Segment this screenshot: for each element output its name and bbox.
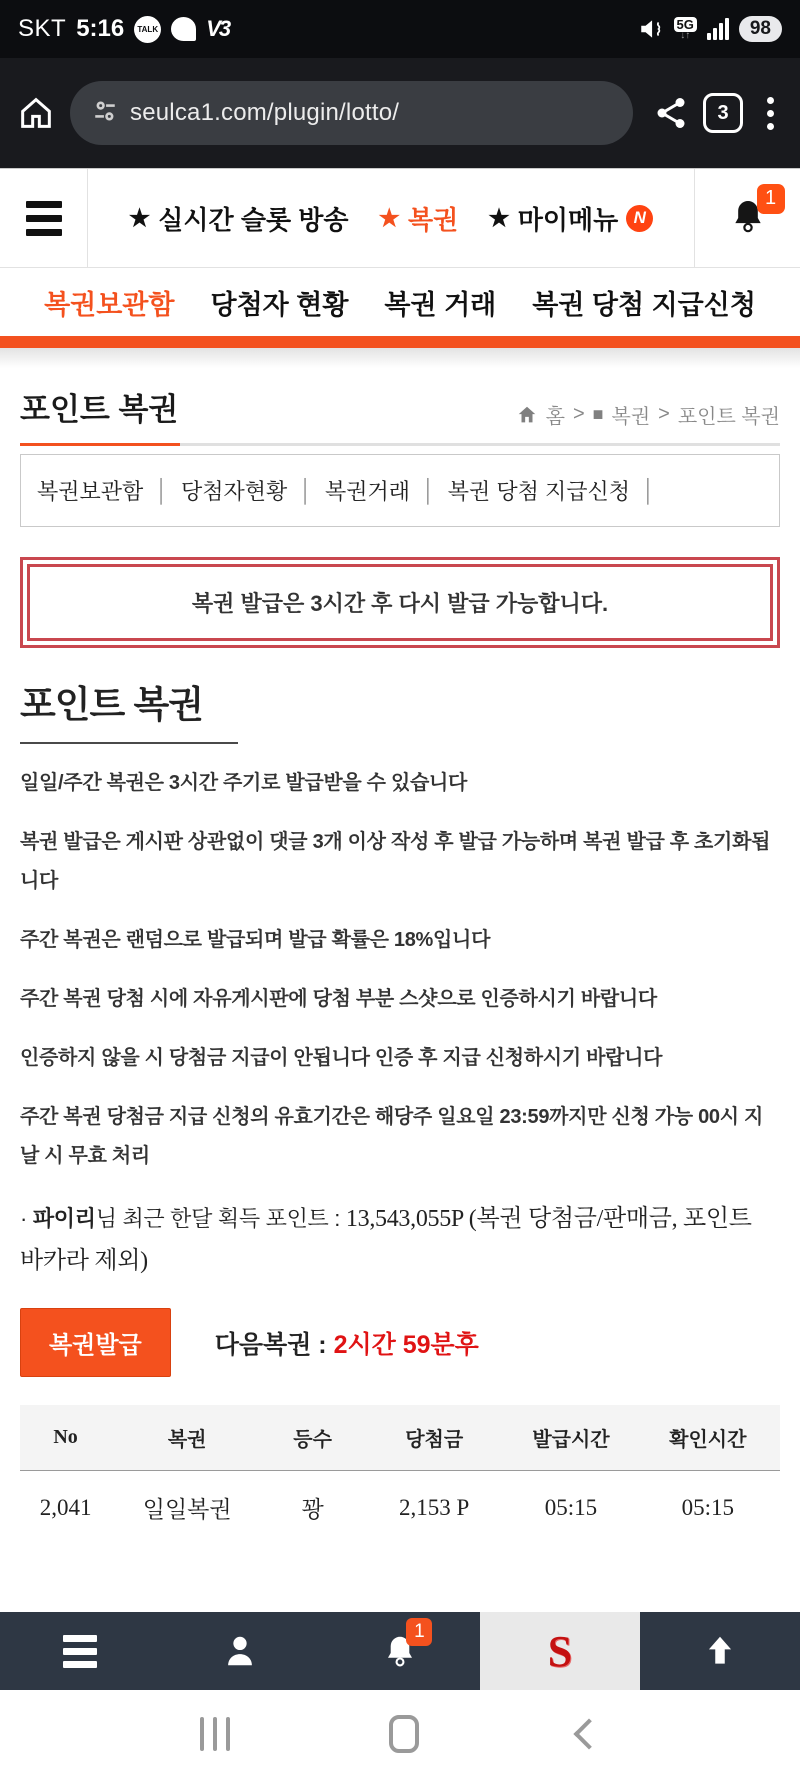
home-icon: [516, 404, 538, 426]
person-icon: [221, 1632, 259, 1670]
menu-item-live-slot[interactable]: [129, 200, 349, 237]
breadcrumb-separator: >: [572, 403, 585, 425]
status-time: 5:16: [76, 15, 125, 42]
menu-item-label: 마이메뉴: [517, 204, 619, 235]
menu-item-label: 실시간 슬롯 방송: [158, 204, 349, 235]
breadcrumb-section[interactable]: 복권: [611, 406, 651, 428]
member-points-label: 님 최근 한달 획득 포인트 :: [95, 1206, 346, 1231]
hamburger-icon: [63, 1635, 97, 1668]
site-security-icon: [92, 98, 118, 129]
share-button[interactable]: [653, 95, 689, 131]
cell-rank: 꽝: [301, 1496, 324, 1522]
table-row: [20, 1471, 780, 1545]
subnav-separator: │: [299, 477, 314, 503]
browser-menu-button[interactable]: [757, 93, 784, 134]
carrier-label: SKT: [18, 15, 67, 42]
tab-switcher-button[interactable]: 3: [703, 93, 743, 133]
subnav-lottery-box[interactable]: 복권보관함: [37, 479, 144, 504]
android-home-button[interactable]: [389, 1715, 419, 1753]
battery-indicator: 98: [739, 16, 782, 42]
subnav-lottery-trade[interactable]: 복권거래: [325, 479, 411, 504]
network-5g-icon: 5G ↓↑: [674, 17, 697, 41]
page-title: 포인트 복권: [20, 392, 179, 427]
cooldown-alert: [20, 557, 780, 648]
cell-lottery: 일일복권: [142, 1496, 232, 1522]
breadcrumb-current: 포인트 복권: [677, 406, 780, 428]
section-title: 포인트 복권: [20, 684, 203, 725]
cell-prize: 2,153 P: [399, 1494, 470, 1520]
col-issued-time: 발급시간: [506, 1405, 635, 1471]
breadcrumb: [516, 400, 780, 429]
status-bar-left: [18, 15, 229, 43]
table-header-row: [20, 1405, 780, 1471]
bottom-notifications-button[interactable]: [320, 1612, 480, 1690]
breadcrumb-separator: >: [658, 403, 670, 425]
col-no: No: [20, 1405, 111, 1471]
cell-checked-time: 05:15: [681, 1494, 734, 1520]
subnav-box: [20, 454, 780, 527]
main-content: [0, 368, 800, 1612]
subnav-separator: │: [642, 477, 656, 503]
bottom-menu-button[interactable]: [0, 1612, 160, 1690]
lottery-rules: [20, 764, 780, 1176]
android-nav-bar: [0, 1690, 800, 1778]
kakaotalk-notification-icon: TALK: [134, 16, 161, 43]
section-title-underline: [20, 742, 238, 744]
rule-paragraph: 주간 복권은 랜덤으로 발급되며 발급 확률은 18%입니다: [20, 929, 491, 951]
col-rank: 등수: [263, 1405, 362, 1471]
site-menu-button[interactable]: [0, 169, 88, 267]
site-header: [0, 168, 800, 268]
star-icon: ★: [378, 204, 401, 232]
site-logo: S: [547, 1626, 573, 1676]
member-points-value: 13,543,055P (복권 당첨금/판매금, 포인트 바카라 제외): [20, 1206, 752, 1274]
signal-strength-icon: [707, 18, 729, 40]
lotto-tab-bar: [0, 268, 800, 336]
rule-paragraph: 인증하지 않을 시 당첨금 지급이 안됩니다 인증 후 지급 신청하시기 바랍니다: [20, 1047, 663, 1069]
member-name: 파이리: [32, 1206, 96, 1231]
status-bar-right: [638, 16, 782, 42]
browser-toolbar: [0, 58, 800, 168]
cell-no: 2,041: [39, 1494, 92, 1520]
notification-count-badge: 1: [406, 1618, 432, 1646]
countdown-value: 2시간 59분후: [333, 1330, 479, 1359]
lottery-history-table: [20, 1405, 780, 1544]
page-title-row: [20, 384, 780, 429]
cooldown-alert-message: 복권 발급은 3시간 후 다시 발급 가능합니다.: [27, 564, 773, 641]
col-lottery: 복권: [111, 1405, 263, 1471]
mute-icon: [638, 16, 664, 42]
notification-count-badge: 1: [757, 184, 785, 214]
next-lottery-label: 다음복권 :: [214, 1330, 334, 1359]
subnav-payout-request[interactable]: 복권 당첨 지급신청: [447, 479, 631, 504]
menu-item-my-menu[interactable]: [488, 200, 653, 237]
title-divider: [20, 443, 780, 446]
tab-lottery-trade[interactable]: 복권 거래: [384, 289, 497, 320]
subnav-winners-status[interactable]: 당첨자현황: [181, 479, 288, 504]
cell-issued-time: 05:15: [544, 1494, 598, 1520]
header-menu: [88, 169, 694, 267]
rule-paragraph: 복권 발급은 게시판 상관없이 댓글 3개 이상 작성 후 발급 가능하며 복권 발급 후 초기화됩니다: [20, 831, 771, 892]
rule-paragraph: 주간 복권 당첨 시에 자유게시판에 당첨 부분 스샷으로 인증하시기 바랍니다: [20, 988, 657, 1010]
member-points-note: [20, 1198, 780, 1282]
star-icon: ★: [488, 204, 510, 232]
browser-home-button[interactable]: [16, 93, 56, 133]
col-prize: 당첨금: [362, 1405, 506, 1471]
subnav-separator: │: [422, 477, 436, 503]
address-bar[interactable]: [70, 81, 633, 145]
header-shadow-gap: [0, 348, 800, 368]
tab-payout-request[interactable]: 복권 당첨 지급신청: [532, 289, 756, 320]
breadcrumb-home[interactable]: 홈: [545, 406, 565, 428]
tab-winners-status[interactable]: 당첨자 현황: [210, 289, 349, 320]
accent-divider-bar: [0, 336, 800, 348]
square-icon: ■: [592, 404, 604, 424]
status-bar: [0, 0, 800, 58]
scroll-to-top-button[interactable]: [640, 1612, 800, 1690]
v3-antivirus-notification-icon: V3: [206, 16, 230, 41]
url-text: seulca1.com/plugin/lotto/: [130, 99, 400, 126]
col-checked-time: 확인시간: [636, 1405, 780, 1471]
chat-bubble-notification-icon: [171, 17, 196, 41]
rule-paragraph: 일일/주간 복권은 3시간 주기로 발급받을 수 있습니다: [20, 772, 468, 794]
bottom-site-logo-button[interactable]: [480, 1612, 640, 1690]
bullet: ·: [20, 1206, 33, 1231]
next-lottery-countdown: [215, 1325, 479, 1361]
issue-row: [20, 1308, 780, 1377]
subnav-separator: │: [155, 477, 170, 503]
menu-item-lottery[interactable]: [379, 200, 459, 237]
rule-paragraph: 주간 복권 당첨금 지급 신청의 유효기간은 해당주 일요일 23:59까지만 신청 가능 00시 지날 시 무효 처리: [20, 1106, 764, 1167]
menu-item-label: 복권: [408, 204, 459, 235]
bottom-profile-button[interactable]: [160, 1612, 320, 1690]
star-icon: ★: [128, 204, 151, 232]
issue-lottery-button[interactable]: 복권발급: [20, 1308, 171, 1377]
recents-button[interactable]: [200, 1717, 230, 1751]
new-badge: N: [626, 205, 653, 232]
arrow-up-icon: [701, 1632, 739, 1670]
bottom-toolbar: [0, 1612, 800, 1690]
hamburger-icon: [26, 201, 62, 236]
notifications-button[interactable]: [694, 169, 800, 267]
tab-lottery-box[interactable]: 복권보관함: [44, 289, 175, 320]
back-button[interactable]: [574, 1718, 605, 1749]
